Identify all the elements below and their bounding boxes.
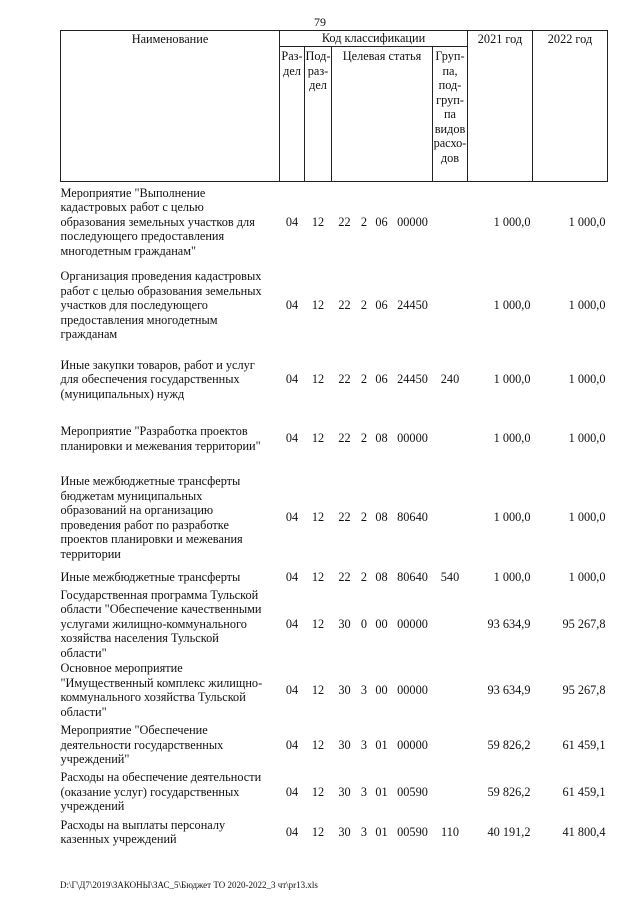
razdel: 04 <box>285 431 299 446</box>
target-part-3: 08 <box>375 510 388 525</box>
header-target-article: Целевая статья <box>332 47 433 182</box>
value-2021: 1 000,0 <box>493 372 531 387</box>
target-part-1: 30 <box>338 616 351 631</box>
table-row <box>61 720 608 770</box>
podrazdel: 12 <box>311 570 325 585</box>
podrazdel: 12 <box>311 431 325 446</box>
table-row <box>61 350 608 410</box>
table-row <box>61 262 608 350</box>
target-part-3: 00 <box>375 682 388 697</box>
value-2021: 1 000,0 <box>493 510 531 525</box>
target-part-3: 00 <box>375 616 388 631</box>
row-name: Мероприятие "Выполнение кадастровых работ с целью образования земельных участков для последующего предоставления многодетным гражданам" <box>60 185 255 258</box>
target-part-2: 3 <box>360 682 368 697</box>
target-part-1: 22 <box>338 570 351 585</box>
target-part-4: 00000 <box>397 616 428 631</box>
razdel: 04 <box>285 737 299 752</box>
target-part-2: 2 <box>360 431 368 446</box>
target-part-3: 06 <box>375 372 388 387</box>
target-part-4: 80640 <box>397 510 428 525</box>
expense-group <box>433 660 468 720</box>
header-year-2021: 2021 год <box>468 31 533 182</box>
value-2022: 95 267,8 <box>562 616 606 631</box>
expense-group: 240 <box>440 372 460 387</box>
target-part-2: 0 <box>360 616 368 631</box>
target-part-2: 3 <box>360 737 368 752</box>
table-row <box>61 814 608 850</box>
podrazdel: 12 <box>311 298 325 313</box>
podrazdel: 12 <box>311 784 325 799</box>
razdel: 04 <box>285 298 299 313</box>
value-2022: 1 000,0 <box>568 510 606 525</box>
table-row <box>61 588 608 661</box>
target-part-4: 80640 <box>397 570 428 585</box>
expense-group <box>433 262 468 350</box>
target-part-4: 00590 <box>397 784 428 799</box>
target-part-1: 22 <box>338 510 351 525</box>
value-2021: 40 191,2 <box>487 824 531 839</box>
target-part-1: 22 <box>338 372 351 387</box>
target-part-3: 01 <box>375 784 388 799</box>
target-part-4: 00590 <box>397 824 428 839</box>
target-part-1: 30 <box>338 737 351 752</box>
value-2022: 1 000,0 <box>568 214 606 229</box>
podrazdel: 12 <box>311 824 325 839</box>
expense-group <box>433 588 468 661</box>
target-part-4: 00000 <box>397 682 428 697</box>
target-part-1: 22 <box>338 298 351 313</box>
row-name: Иные межбюджетные трансферты бюджетам муниципальных образований на организацию проведения работ по разработке проектов планировки и межевания территории <box>60 474 243 561</box>
target-part-4: 24450 <box>397 298 428 313</box>
footer-file-path: D:\Г\Д7\2019\ЗАКОНЫ\ЗАС_5\Бюджет ТО 2020-2022_3 чт\pr13.xls <box>60 880 318 890</box>
expense-group <box>433 410 468 468</box>
header-name: Наименование <box>61 31 280 182</box>
row-name: Иные межбюджетные трансферты <box>60 570 241 585</box>
value-2021: 59 826,2 <box>487 784 531 799</box>
target-part-3: 08 <box>375 570 388 585</box>
table-header <box>61 31 608 182</box>
target-part-1: 22 <box>338 214 351 229</box>
podrazdel: 12 <box>311 616 325 631</box>
table-row <box>61 660 608 720</box>
target-part-2: 2 <box>360 510 368 525</box>
razdel: 04 <box>285 616 299 631</box>
podrazdel: 12 <box>311 372 325 387</box>
table-body <box>61 182 608 851</box>
razdel: 04 <box>285 784 299 799</box>
target-part-3: 06 <box>375 298 388 313</box>
value-2022: 1 000,0 <box>568 431 606 446</box>
target-part-2: 3 <box>360 824 368 839</box>
expense-group: 110 <box>441 824 459 839</box>
expense-group <box>433 720 468 770</box>
budget-table <box>60 30 608 850</box>
header-year-2022: 2022 год <box>533 31 608 182</box>
target-part-4: 00000 <box>397 214 428 229</box>
target-part-4: 00000 <box>397 737 428 752</box>
razdel: 04 <box>285 682 299 697</box>
razdel: 04 <box>285 214 299 229</box>
row-name: Иные закупки товаров, работ и услуг для обеспечения государственных (муниципальных) нужд <box>60 357 255 401</box>
value-2022: 1 000,0 <box>568 372 606 387</box>
target-part-2: 2 <box>360 570 368 585</box>
target-part-4: 24450 <box>397 372 428 387</box>
razdel: 04 <box>285 570 299 585</box>
target-part-3: 01 <box>375 737 388 752</box>
header-expense-group: Груп- па, под- груп- па видов расхо- дов <box>433 47 468 182</box>
row-name: Мероприятие "Разработка проектов планировки и межевания территории" <box>60 424 261 453</box>
header-code-group: Код классификации <box>280 31 468 47</box>
table-row <box>61 770 608 814</box>
podrazdel: 12 <box>311 510 325 525</box>
table-row <box>61 182 608 262</box>
target-part-2: 3 <box>360 784 368 799</box>
row-name: Мероприятие "Обеспечение деятельности государственных учреждений" <box>60 723 224 767</box>
target-part-4: 00000 <box>397 431 428 446</box>
expense-group: 540 <box>440 570 460 585</box>
value-2022: 41 800,4 <box>562 824 606 839</box>
header-podrazdel: Под- раз- дел <box>305 47 332 182</box>
value-2022: 61 459,1 <box>562 784 606 799</box>
razdel: 04 <box>285 510 299 525</box>
target-part-1: 22 <box>338 431 351 446</box>
value-2021: 1 000,0 <box>493 570 531 585</box>
podrazdel: 12 <box>311 214 325 229</box>
value-2021: 93 634,9 <box>487 682 531 697</box>
podrazdel: 12 <box>311 737 325 752</box>
expense-group <box>433 182 468 262</box>
razdel: 04 <box>285 372 299 387</box>
expense-group <box>433 770 468 814</box>
target-part-1: 30 <box>338 824 351 839</box>
table-row <box>61 410 608 468</box>
value-2022: 95 267,8 <box>562 682 606 697</box>
target-part-2: 2 <box>360 298 368 313</box>
target-part-1: 30 <box>338 682 351 697</box>
table-row <box>61 468 608 568</box>
value-2022: 61 459,1 <box>562 737 606 752</box>
podrazdel: 12 <box>311 682 325 697</box>
row-name: Основное мероприятие "Имущественный комплекс жилищно- коммунального хозяйства Тульской области" <box>60 661 263 719</box>
target-part-3: 06 <box>375 214 388 229</box>
target-part-2: 2 <box>360 214 368 229</box>
row-name: Организация проведения кадастровых работ с целью образования земельных участков для последующего предоставления многодетным гражданам <box>60 269 262 342</box>
table-row <box>61 568 608 588</box>
expense-group <box>433 468 468 568</box>
value-2022: 1 000,0 <box>568 570 606 585</box>
target-part-3: 01 <box>375 824 388 839</box>
razdel: 04 <box>285 824 299 839</box>
page-number: 79 <box>314 15 326 29</box>
value-2021: 93 634,9 <box>487 616 531 631</box>
value-2021: 1 000,0 <box>493 298 531 313</box>
target-part-3: 08 <box>375 431 388 446</box>
value-2021: 59 826,2 <box>487 737 531 752</box>
value-2021: 1 000,0 <box>493 214 531 229</box>
row-name: Государственная программа Тульской области "Обеспечение качественными услугами жилищно-коммунального хозяйства населения Тульской области" <box>60 587 262 660</box>
row-name: Расходы на обеспечение деятельности (оказание услуг) государственных учреждений <box>60 770 262 814</box>
value-2022: 1 000,0 <box>568 298 606 313</box>
header-razdel: Раз- дел <box>280 47 305 182</box>
target-part-1: 30 <box>338 784 351 799</box>
value-2021: 1 000,0 <box>493 431 531 446</box>
target-part-2: 2 <box>360 372 368 387</box>
row-name: Расходы на выплаты персоналу казенных учреждений <box>60 817 226 846</box>
